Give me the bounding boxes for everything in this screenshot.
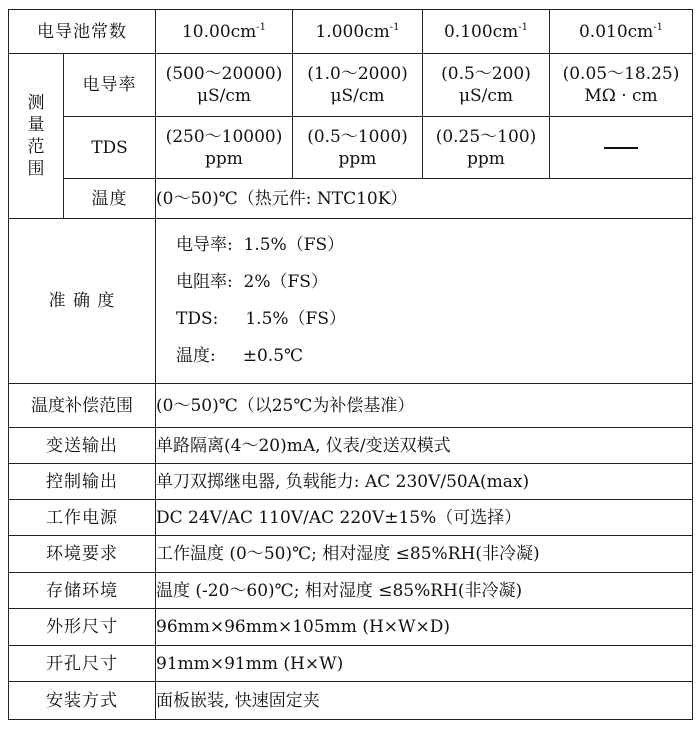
table-row — [9, 646, 693, 682]
cell-constant-1: $10.00cm^{-1}$ — [156, 10, 293, 54]
row-value: 96mm×96mm×105mm (H×W×D) — [156, 609, 693, 646]
tds-label: TDS — [64, 117, 156, 179]
accuracy-line: 温度: ±0.5℃ — [176, 346, 304, 366]
cell-constant-3: $0.100cm^{-1}$ — [423, 10, 550, 54]
accuracy-line: 电阻率: 2%（FS） — [176, 272, 328, 292]
cell-constant-label: 电导池常数 — [9, 10, 156, 54]
table-row — [9, 682, 693, 720]
row-label: 存储环境 — [9, 573, 156, 609]
row-value: 工作温度 (0～50)℃; 相对湿度 ≤85%RH(非冷凝) — [156, 536, 693, 573]
row-value: DC 24V/AC 110V/AC 220V±15%（可选择） — [156, 500, 693, 536]
dash-mark — [604, 147, 638, 149]
row-value: 面板嵌装, 快速固定夹 — [156, 682, 693, 720]
table-row — [9, 428, 693, 464]
conductivity-range-4: (0.05～18.25) MΩ · cm — [550, 54, 693, 117]
accuracy-values — [156, 219, 693, 384]
table-row — [9, 500, 693, 536]
row-label: 安装方式 — [9, 682, 156, 720]
accuracy-row — [9, 219, 693, 384]
conductivity-row — [9, 54, 693, 117]
row-value: 单刀双掷继电器, 负载能力: AC 230V/50A(max) — [156, 464, 693, 500]
spec-table — [8, 9, 693, 720]
table-row — [9, 384, 693, 428]
accuracy-label: 准 确 度 — [9, 219, 156, 384]
cell-constant-4: $0.010cm^{-1}$ — [550, 10, 693, 54]
table-row — [9, 536, 693, 573]
accuracy-line: 电导率: 1.5%（FS） — [176, 235, 345, 255]
tds-range-na — [550, 117, 693, 179]
row-label: 温度补偿范围 — [9, 384, 156, 428]
conductivity-label: 电导率 — [64, 54, 156, 117]
conductivity-range-1: (500～20000) μS/cm — [156, 54, 293, 117]
cell-constant-2: $1.000cm^{-1}$ — [293, 10, 423, 54]
row-label: 变送输出 — [9, 428, 156, 464]
row-value: 温度 (-20～60)℃; 相对湿度 ≤85%RH(非冷凝) — [156, 573, 693, 609]
row-label: 工作电源 — [9, 500, 156, 536]
row-label: 环境要求 — [9, 536, 156, 573]
header-row — [9, 10, 693, 54]
conductivity-range-2: (1.0～2000) μS/cm — [293, 54, 423, 117]
tds-row — [9, 117, 693, 179]
row-label: 开孔尺寸 — [9, 646, 156, 682]
tds-range-1: (250～10000) ppm — [156, 117, 293, 179]
row-value: 91mm×91mm (H×W) — [156, 646, 693, 682]
conductivity-range-3: (0.5～200) μS/cm — [423, 54, 550, 117]
tds-range-2: (0.5～1000) ppm — [293, 117, 423, 179]
table-row — [9, 609, 693, 646]
temperature-label: 温度 — [64, 179, 156, 219]
temperature-row — [9, 179, 693, 219]
row-label: 外形尺寸 — [9, 609, 156, 646]
tds-range-3: (0.25～100) ppm — [423, 117, 550, 179]
row-label: 控制输出 — [9, 464, 156, 500]
table-row — [9, 573, 693, 609]
table-row — [9, 464, 693, 500]
accuracy-line: TDS: 1.5%（FS） — [176, 309, 346, 329]
measure-range-label: 测 量 范 围 — [9, 54, 64, 219]
row-value: 单路隔离(4～20)mA, 仪表/变送双模式 — [156, 428, 693, 464]
temperature-value: (0～50)℃（热元件: NTC10K） — [156, 179, 693, 219]
row-value: (0～50)℃（以25℃为补偿基准） — [156, 384, 693, 428]
